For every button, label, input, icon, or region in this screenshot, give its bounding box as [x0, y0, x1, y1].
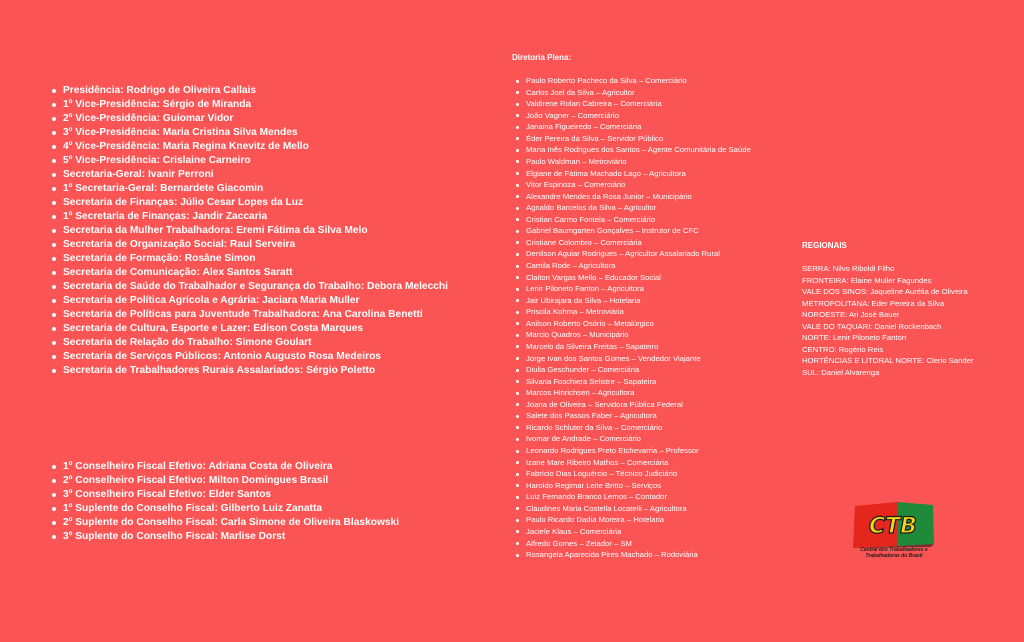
diretoria-plena-list	[516, 75, 751, 561]
diretoria-executiva-item: 3º Vice-Presidência: Maria Cristina Silva Mendes	[52, 126, 448, 140]
regional-item: FRONTEIRA: Elaine Muller Fagundes	[802, 275, 932, 285]
diretoria-plena-item: Jorge Ivan dos Santos Gomes – Vendedor Viajante	[516, 353, 751, 365]
diretoria-executiva-item: Secretaria de Cultura, Esporte e Lazer: Edison Costa Marques	[52, 322, 448, 336]
regional-item: VALE DO TAQUARI: Daniel Rockenbach	[802, 321, 942, 331]
diretoria-plena-item: Ivomar de Andrade – Comerciário	[516, 433, 751, 445]
diretoria-plena-item: Paulo Roberto Pacheco da Silva – Comerciário	[516, 75, 751, 87]
diretoria-plena-title: Diretoria Plena:	[512, 53, 572, 62]
diretoria-plena-item: Vitor Espinoza – Comerciário	[516, 179, 751, 191]
regional-item: HORTÊNCIAS E LITORAL NORTE: Clerio Sander	[802, 356, 974, 365]
conselho-fiscal-item: 3º Suplente do Conselho Fiscal: Marlise Dorst	[52, 530, 399, 544]
diretoria-plena-item: Fabrício Dias Loguércio – Técnico Judiciário	[516, 468, 751, 480]
diretoria-executiva-item: Secretaria-Geral: Ivanir Perroni	[52, 168, 448, 182]
diretoria-plena-item: Jair Ubirajara da Silva – Hotelaria	[516, 295, 751, 307]
diretoria-plena-item: Silvana Foschiera Selistre – Sapateira	[516, 376, 751, 388]
regionais-title: REGIONAIS	[802, 241, 847, 250]
diretoria-plena-item: João Vagner – Comerciário	[516, 110, 751, 122]
diretoria-plena-item: Elgiane de Fátima Machado Lago – Agricultora	[516, 168, 751, 180]
diretoria-plena-item: Salete dos Passos Faber – Agricultora	[516, 410, 751, 422]
conselho-fiscal-item: 2º Suplente do Conselho Fiscal: Carla Simone de Oliveira Blaskowski	[52, 516, 399, 530]
diretoria-plena-item: Claudines Maria Costella Locatelli – Agricultora	[516, 503, 751, 515]
diretoria-executiva-item: 1º Vice-Presidência: Sérgio de Miranda	[52, 98, 448, 112]
diretoria-plena-item: Agnaldo Barcelos da Silva – Agricultor	[516, 202, 751, 214]
logo-subtitle: Central dos Trabalhadores e Trabalhadoras do Brasil	[860, 547, 928, 559]
diretoria-executiva-item: Secretaria de Formação: Rosâne Simon	[52, 252, 448, 266]
diretoria-plena-item: Marcos Hinrichsen – Agricultora	[516, 387, 751, 399]
regional-item: NOROESTE: Ari José Bauer	[802, 310, 900, 319]
diretoria-executiva-item: Secretaria de Trabalhadores Rurais Assalariados: Sérgio Poletto	[52, 364, 448, 378]
diretoria-plena-item: Alexandre Mendes da Rosa Junior – Municipário	[516, 191, 751, 203]
diretoria-plena-item: Cristiane Colombro – Comerciária	[516, 237, 751, 249]
diretoria-plena-item: Maria Inês Rodrigues dos Santos – Agente Comunitária de Saúde	[516, 144, 751, 156]
diretoria-plena-item: Alfredo Gomes – Zelador – SM	[516, 538, 751, 550]
conselho-fiscal-item: 2º Conselheiro Fiscal Efetivo: Milton Domingues Brasil	[52, 474, 399, 488]
diretoria-plena-item: Éder Pereira da Silva – Servidor Público	[516, 133, 751, 145]
diretoria-executiva-item: Secretaria de Política Agrícola e Agrária: Jaciara Maria Muller	[52, 294, 448, 308]
diretoria-executiva-item: 5º Vice-Presidência: Crislaine Carneiro	[52, 154, 448, 168]
regional-item: CENTRO: Rogério Reis	[802, 344, 884, 354]
diretoria-executiva-item: Secretaria de Finanças: Júlio Cesar Lopes da Luz	[52, 196, 448, 210]
regional-item: VALE DOS SINOS: Jaqueline Aurélia de Oliveira	[802, 287, 968, 296]
diretoria-plena-item: Claiton Vargas Mello – Educador Social	[516, 272, 751, 284]
diretoria-plena-item: Anilson Roberto Osório – Metalúrgico	[516, 318, 751, 330]
diretoria-executiva-item: 2º Vice-Presidência: Guiomar Vidor	[52, 112, 448, 126]
diretoria-executiva-item: Presidência: Rodrigo de Oliveira Callais	[52, 84, 448, 98]
conselho-fiscal-item: 1º Suplente do Conselho Fiscal: Gilberto Luiz Zanatta	[52, 502, 399, 516]
diretoria-executiva-item: Secretaria de Organização Social: Raul Serveira	[52, 238, 448, 252]
diretoria-plena-item: Rosangela Aparecida Pires Machado – Rodoviária	[516, 549, 751, 561]
diretoria-plena-item: Izane Mare Ribeiro Mathos – Comerciária	[516, 457, 751, 469]
regionais-list	[802, 263, 973, 378]
diretoria-plena-item: Luiz Fernando Branco Lemos – Contador	[516, 491, 751, 503]
regional-item: SERRA: Nilvo Riboldi Filho	[802, 264, 895, 273]
diretoria-executiva-item: 1º Secretaria de Finanças: Jandir Zaccaria	[52, 210, 448, 224]
diretoria-plena-item: Valdirene Rolan Cabreira – Comerciária	[516, 98, 751, 110]
diretoria-executiva-item: Secretaria de Relação do Trabalho: Simone Goulart	[52, 336, 448, 350]
diretoria-executiva-item: Secretaria da Mulher Trabalhadora: Eremi Fátima da Silva Melo	[52, 224, 448, 238]
conselho-fiscal-item: 1º Conselheiro Fiscal Efetivo: Adriana Costa de Oliveira	[52, 460, 399, 474]
diretoria-executiva-item: Secretaria de Comunicação: Alex Santos Saratt	[52, 266, 448, 280]
diretoria-plena-item: Denilson Aguiar Rodrigues – Agricultor Assalariado Rural	[516, 248, 751, 260]
diretoria-plena-item: Diulia Geschunder – Comerciária	[516, 364, 751, 376]
diretoria-executiva-item: Secretaria de Saúde do Trabalhador e Segurança do Trabalho: Debora Melecchi	[52, 280, 448, 294]
logo-ctb-text: CTB	[869, 514, 917, 539]
diretoria-plena-item: Carlos Joel da Silva – Agricultor	[516, 87, 751, 99]
diretoria-plena-item: Camila Rode – Agricultora	[516, 260, 751, 272]
diretoria-plena-item: Ricardo Schluter da Silva – Comerciário	[516, 422, 751, 434]
diretoria-plena-item: Marcio Quadros – Municipário	[516, 329, 751, 341]
diretoria-plena-item: Gabriel Baumgarten Gonçalves – Instrutor de CFC	[516, 225, 751, 237]
diretoria-plena-item: Janaina Figueiredo – Comerciária	[516, 121, 751, 133]
diretoria-plena-item: Marcelo da Silveira Freitas – Sapateiro	[516, 341, 751, 353]
diretoria-plena-item: Haroldo Regimar Leite Britto – Serviços	[516, 480, 751, 492]
regional-item: SUL: Daniel Alvarenga	[802, 367, 880, 377]
diretoria-executiva-item: 4º Vice-Presidência: Maria Regina Knevitz de Mello	[52, 140, 448, 154]
diretoria-plena-item: Joana de Oliveira – Servidora Pública Federal	[516, 399, 751, 411]
diretoria-plena-item: Paulo Ricardo Dadia Moreira – Hotelaria	[516, 514, 751, 526]
diretoria-plena-item: Leonardo Rodrigues Preto Etchevarria – Professor	[516, 445, 751, 457]
diretoria-plena-item: Jaciele Klaus – Comerciária	[516, 526, 751, 538]
conselho-fiscal-item: 3º Conselheiro Fiscal Efetivo: Elder Santos	[52, 488, 399, 502]
diretoria-plena-item: Paulo Waldman – Metroviário	[516, 156, 751, 168]
diretoria-plena-item: Cristian Carmo Fontela – Comerciário	[516, 214, 751, 226]
diretoria-plena-item: Priscila Kohma – Metroviária	[516, 306, 751, 318]
diretoria-executiva-item: 1º Secretaria-Geral: Bernardete Giacomin	[52, 182, 448, 196]
conselho-fiscal-list	[52, 460, 399, 544]
diretoria-executiva-list	[52, 84, 448, 378]
regional-item: NORTE: Lenir Piloneto Fanton	[802, 333, 907, 342]
regional-item: METROPOLITANA: Eder Pereira da Silva	[802, 298, 945, 308]
diretoria-executiva-item: Secretaria de Políticas para Juventude Trabalhadora: Ana Carolina Benetti	[52, 308, 448, 322]
diretoria-executiva-item: Secretaria de Serviços Públicos: Antonio Augusto Rosa Medeiros	[52, 350, 448, 364]
diretoria-plena-item: Lenir Piloneto Fanton – Agricultora	[516, 283, 751, 295]
